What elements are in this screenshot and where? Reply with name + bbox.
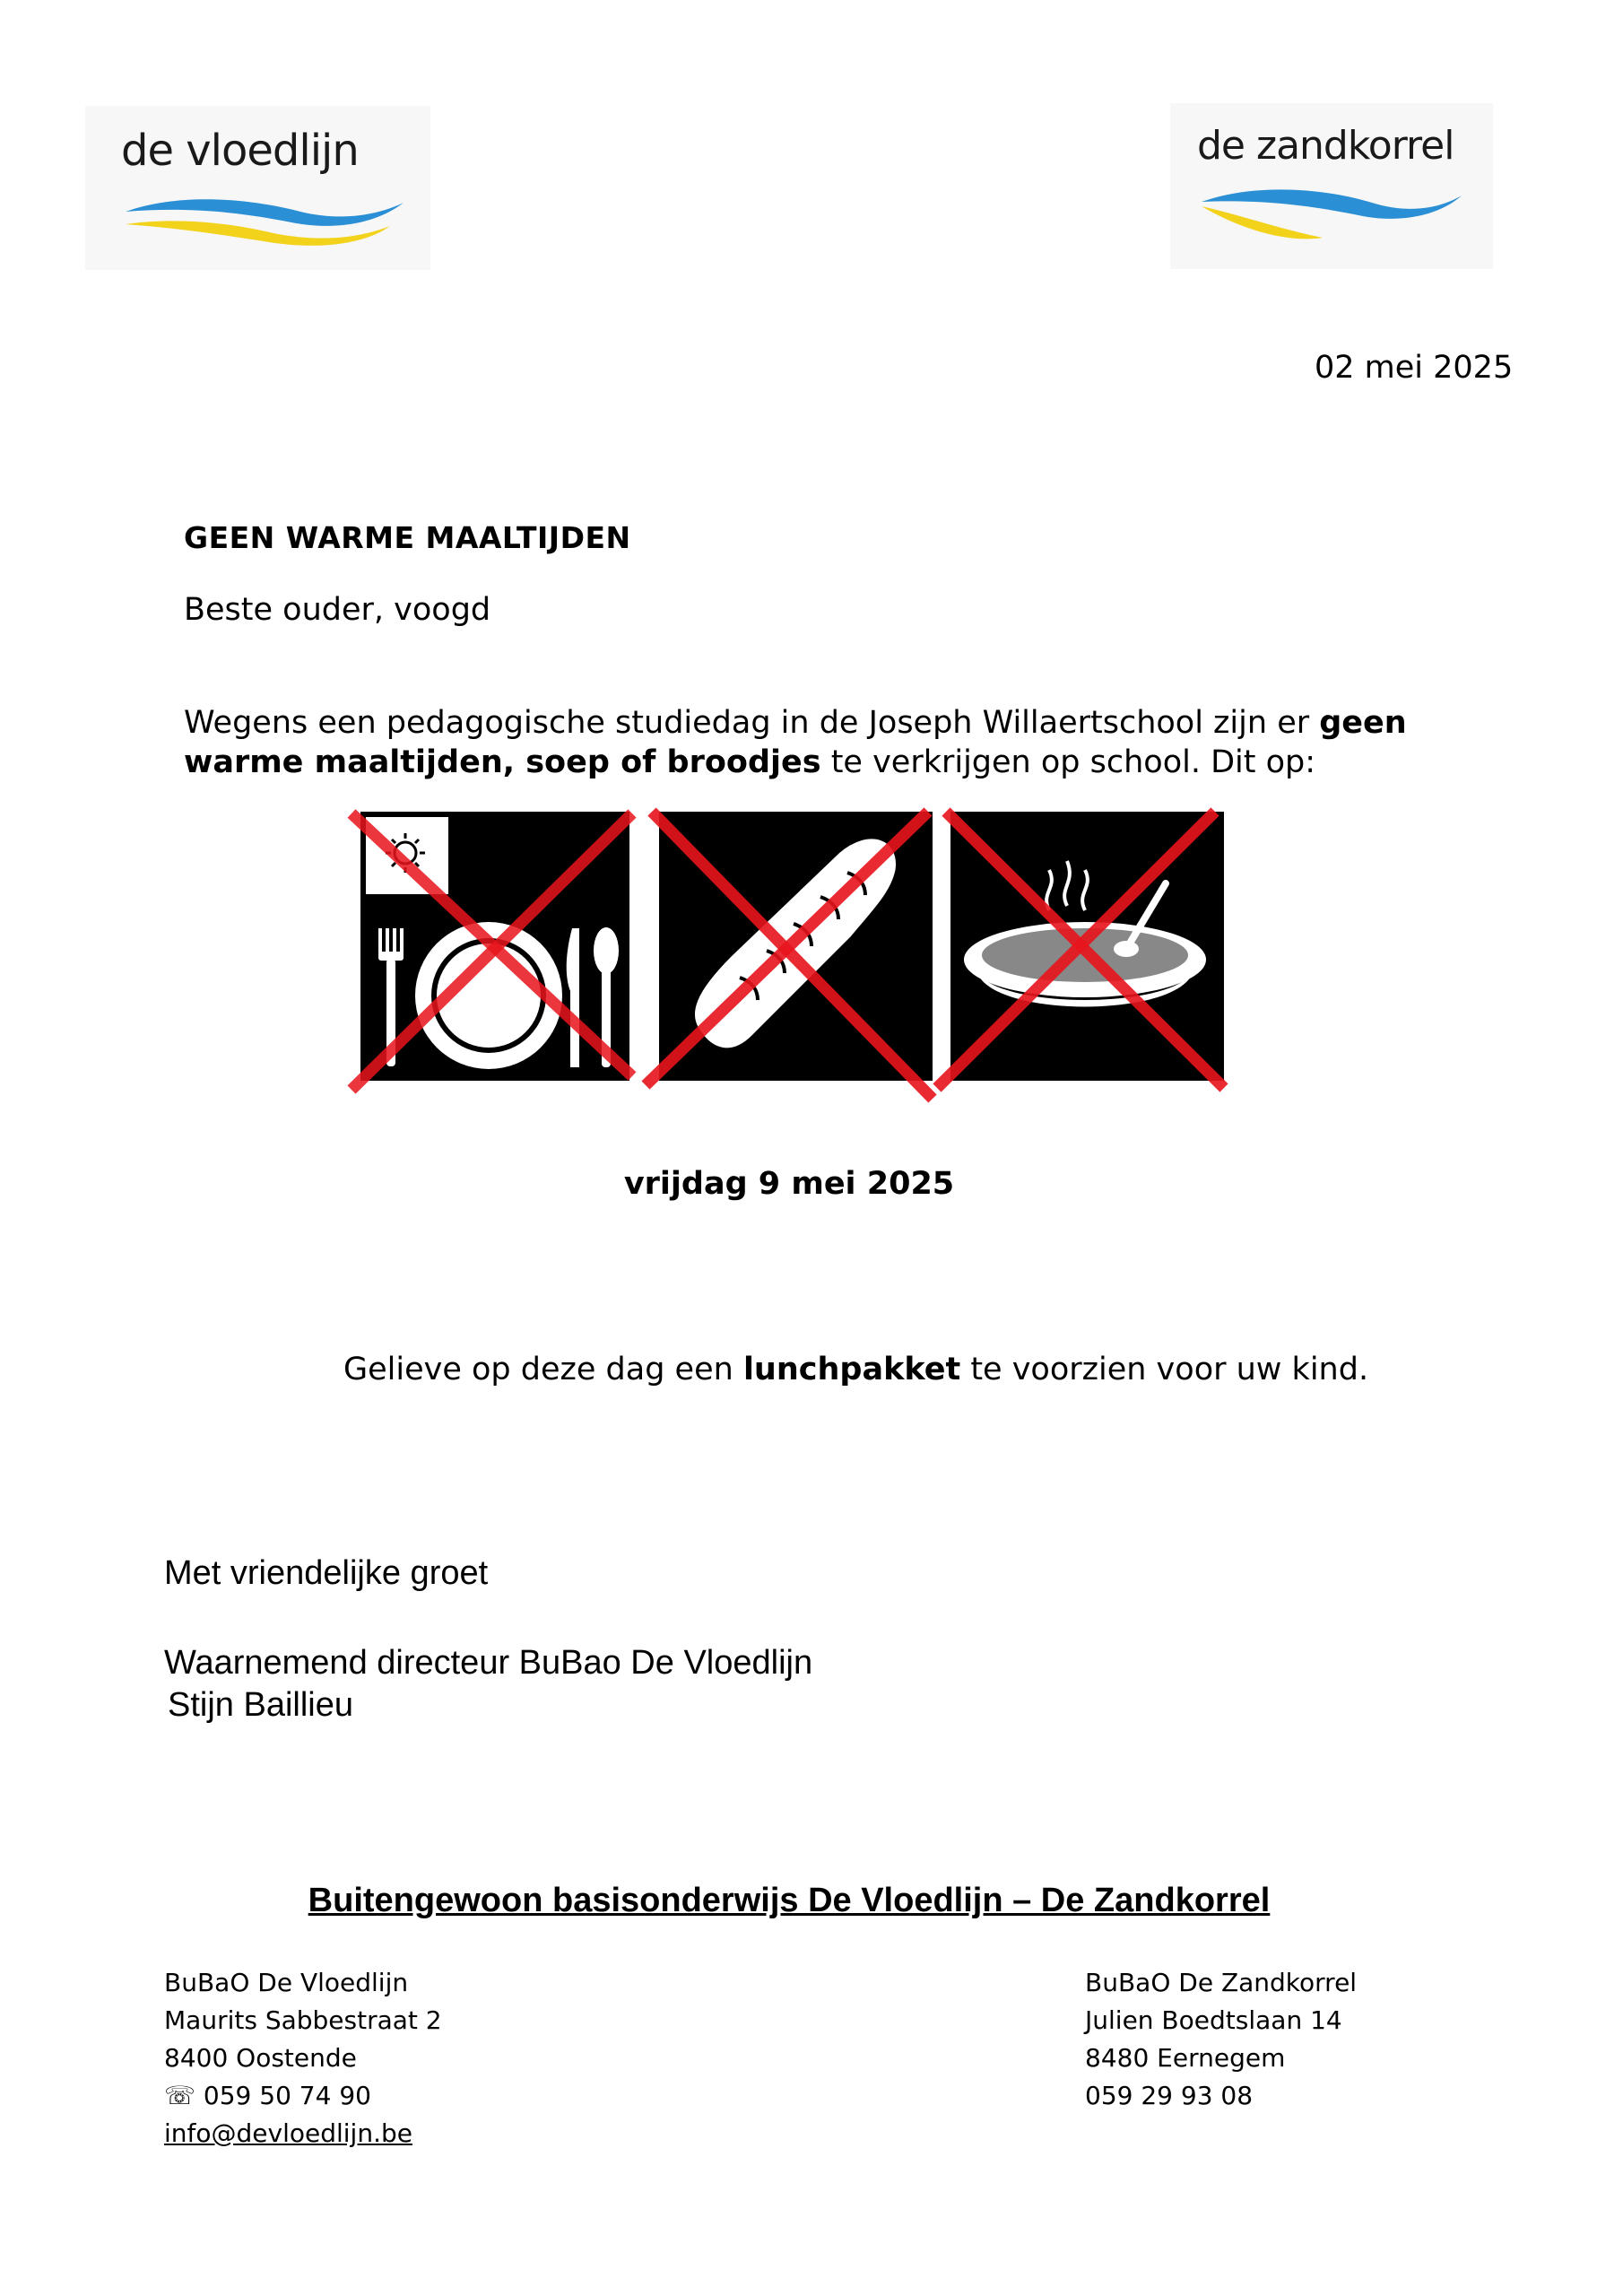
logo-de-zandkorrel xyxy=(1170,103,1493,269)
phone-number: 059 50 74 90 xyxy=(203,2081,371,2110)
intro-paragraph xyxy=(184,703,1439,782)
request-line xyxy=(343,1350,1368,1389)
address-city: 8480 Eernegem xyxy=(1085,2043,1286,2073)
request-text: Gelieve op deze dag een xyxy=(343,1352,743,1387)
bread-roll-icon xyxy=(632,803,942,1108)
paragraph-bold: geen xyxy=(1319,705,1407,741)
letter-title: GEEN WARME MAALTIJDEN xyxy=(184,520,631,555)
address-vloedlijn xyxy=(164,1964,442,2152)
paragraph-text: Wegens een pedagogische studiedag in de Joseph Willaertschool zijn er xyxy=(184,705,1320,741)
salutation: Beste ouder, voogd xyxy=(184,592,491,628)
address-city: 8400 Oostende xyxy=(164,2043,357,2073)
wave-graphic xyxy=(1197,179,1466,247)
footer-title: Buitengewoon basisonderwijs De Vloedlijn – De Zandkorrel xyxy=(308,1882,1271,1919)
letter-date: 02 mei 2025 xyxy=(1315,350,1514,386)
address-street: Julien Boedtslaan 14 xyxy=(1085,2005,1342,2035)
address-name: BuBaO De Vloedlijn xyxy=(164,1968,409,1997)
paragraph-line-2 xyxy=(184,743,1439,782)
phone-icon: ☏ xyxy=(164,2081,196,2110)
wave-graphic xyxy=(121,187,408,249)
logo-text: de zandkorrel xyxy=(1197,123,1454,169)
address-phone: 059 29 93 08 xyxy=(1085,2081,1254,2110)
signer-role: Waarnemend directeur BuBao De Vloedlijn xyxy=(164,1644,813,1682)
logo-de-vloedlijn xyxy=(85,106,430,270)
paragraph-bold: warme maaltijden, soep of broodjes xyxy=(184,744,821,780)
paragraph-line-1 xyxy=(184,703,1439,743)
address-name: BuBaO De Zandkorrel xyxy=(1085,1968,1358,1997)
logo-text: de vloedlijn xyxy=(121,126,359,176)
request-bold: lunchpakket xyxy=(742,1352,961,1387)
address-phone xyxy=(164,2077,442,2115)
event-date: vrijdag 9 mei 2025 xyxy=(623,1166,955,1202)
hot-meal-icon xyxy=(341,803,646,1099)
address-zandkorrel xyxy=(1085,1964,1357,2115)
closing: Met vriendelijke groet xyxy=(164,1554,489,1592)
signer-name: Stijn Baillieu xyxy=(168,1686,353,1724)
request-text: te voorzien voor uw kind. xyxy=(960,1352,1369,1387)
soup-bowl-icon xyxy=(924,803,1233,1099)
address-street: Maurits Sabbestraat 2 xyxy=(164,2005,442,2035)
email-link[interactable]: info@devloedlijn.be xyxy=(164,2118,412,2148)
paragraph-text: te verkrijgen op school. Dit op: xyxy=(820,744,1316,780)
pictogram-row xyxy=(341,803,1237,1108)
